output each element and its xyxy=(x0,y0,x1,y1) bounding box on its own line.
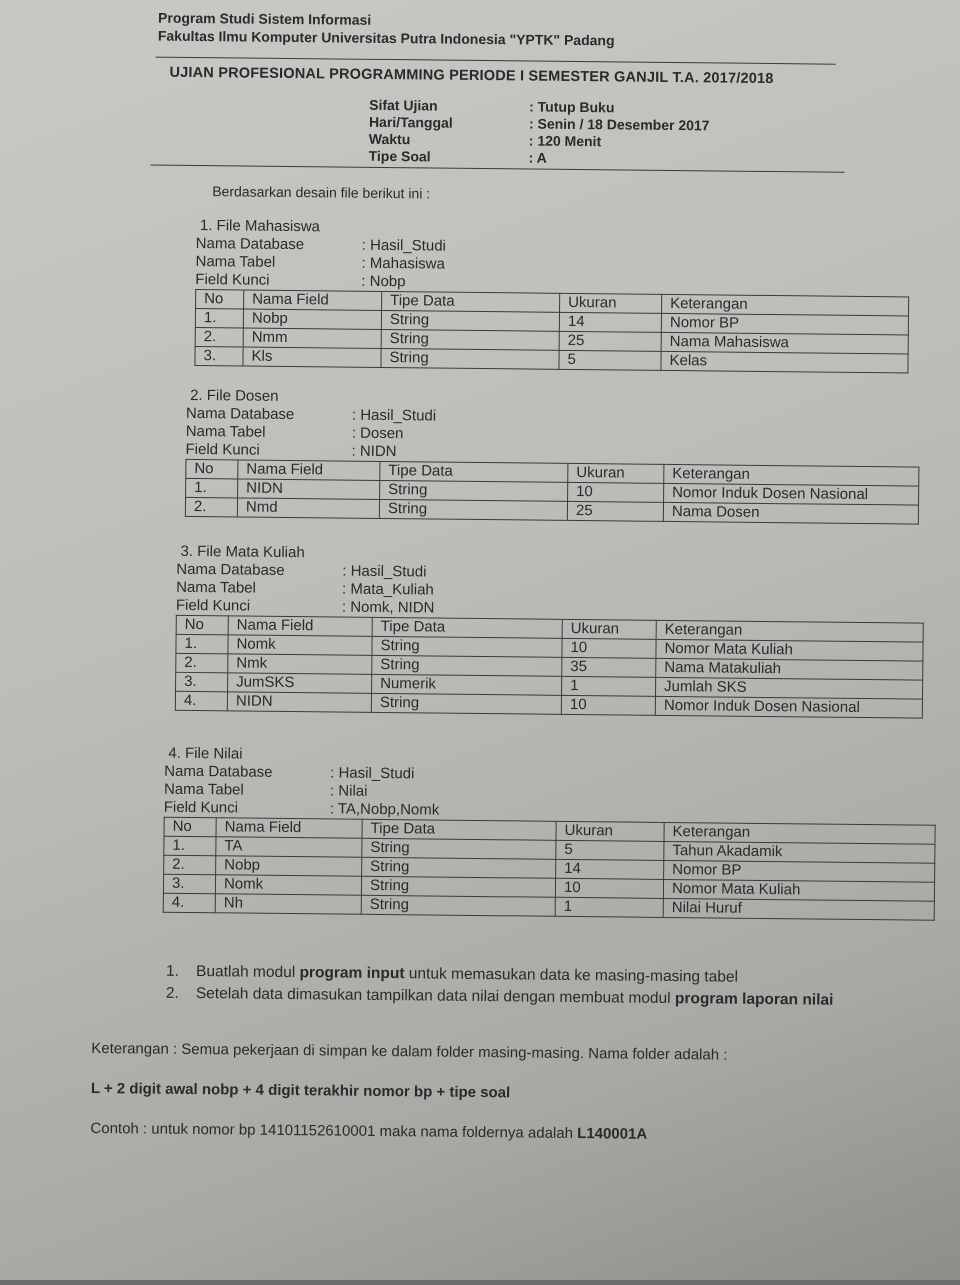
table-row: 3. Kls String 5 Kelas xyxy=(195,347,908,373)
info-row: Waktu : 120 Menit xyxy=(368,130,602,150)
intro-text: Berdasarkan desain file berikut ini : xyxy=(212,183,431,202)
section-heading: 3. File Mata Kuliah xyxy=(180,542,305,562)
note-contoh: Contoh : untuk nomor bp 14101152610001 maka nama foldernya adalah L140001A xyxy=(90,1119,648,1143)
section-nilai: 4. File Nilai Nama Database : Hasil_Studi Nama Tabel : Nilai Field Kunci : TA,Nobp,Nomk No Nama Field Tipe Data Ukuran Keterangan 1. TA String 5 Tahun Akadamik 2. Nobp String 14 Nomor BP 3. Nomk String 10 Nomor Mata Kuliah 4. Nh String 1 Nilai Huruf xyxy=(163,745,937,921)
table-header-row: No Nama Field Tipe Data Ukuran Keterangan xyxy=(196,290,909,316)
table-row: 4. Nh String 1 Nilai Huruf xyxy=(163,893,934,920)
table-row: 2. Nmd String 25 Nama Dosen xyxy=(185,497,918,524)
table-row: 3. Nomk String 10 Nomor Mata Kuliah xyxy=(163,874,934,901)
study-program: Program Studi Sistem Informasi xyxy=(157,9,372,28)
table-row: 1. TA String 5 Tahun Akadamik xyxy=(164,836,935,863)
table-row: 1. Nobp String 14 Nomor BP xyxy=(195,309,908,335)
field-table xyxy=(194,289,909,373)
section-heading: 4. File Nilai xyxy=(168,744,243,763)
section-dosen: 2. File Dosen Nama Database : Hasil_Studi Nama Tabel : Dosen Field Kunci : NIDN No Nama Field Tipe Data Ukuran Keterangan 1. NIDN String 10 Nomor Induk Dosen Nasional 2. Nmd String 25 Nama Dosen xyxy=(185,387,920,525)
table-header-row: No Nama Field Tipe Data Ukuran Keterangan xyxy=(164,817,935,844)
table-row: 2. Nmk String 35 Nama Matakuliah xyxy=(176,653,923,680)
section-heading: 1. File Mahasiswa xyxy=(199,217,321,236)
field-table xyxy=(185,459,920,525)
section-mata-kuliah: 3. File Mata Kuliah Nama Database : Hasil_Studi Nama Tabel : Mata_Kuliah Field Kunci : Nomk, NIDN No Nama Field Tipe Data Ukuran Keterangan 1. Nomk String 10 Nomor Mata Kuliah 2. Nmk String 35 Nama Matakuliah 3. JumSKS Numerik 1 Jumlah SKS 4. NIDN String 10 Nomor Induk Dosen Nasional xyxy=(175,543,925,719)
table-row: 3. JumSKS Numerik 1 Jumlah SKS xyxy=(176,672,923,699)
table-header-row: No Nama Field Tipe Data Ukuran Keterangan xyxy=(176,615,923,642)
info-row: Tipe Soal : A xyxy=(368,147,547,166)
info-row: Sifat Ujian : Tutup Buku xyxy=(369,96,615,116)
table-row: 1. Nomk String 10 Nomor Mata Kuliah xyxy=(176,634,923,661)
table-row: 1. NIDN String 10 Nomor Induk Dosen Nasional xyxy=(186,478,919,505)
folder-name-formula: L + 2 digit awal nobp + 4 digit terakhir nomor bp + tipe soal xyxy=(90,1079,511,1102)
table-row: 2. Nobp String 14 Nomor BP xyxy=(164,855,935,882)
task-item: 1. Buatlah modul program input untuk memasukan data ke masing-masing tabel xyxy=(166,962,739,986)
info-row: Hari/Tanggal : Senin / 18 Desember 2017 xyxy=(368,113,710,134)
task-item: 2. Setelah data dimasukan tampilkan data nilai dengan membuat modul program laporan nilai xyxy=(165,984,834,1009)
top-divider xyxy=(156,57,836,65)
section-heading: 2. File Dosen xyxy=(190,386,279,405)
faculty-name: Fakultas Ilmu Komputer Universitas Putra Indonesia "YPTK" Padang xyxy=(157,27,615,49)
field-table xyxy=(163,817,936,921)
field-table xyxy=(175,615,924,719)
table-row: 2. Nmm String 25 Nama Mahasiswa xyxy=(195,328,908,354)
table-row: 4. NIDN String 10 Nomor Induk Dosen Nasional xyxy=(175,691,922,718)
section-mahasiswa: 1. File Mahasiswa Nama Database : Hasil_Studi Nama Tabel : Mahasiswa Field Kunci : Nobp No Nama Field Tipe Data Ukuran Keterangan 1. Nobp String 14 Nomor BP 2. Nmm String 25 Nama Mahasiswa 3. Kls String 5 Kelas xyxy=(194,217,910,373)
note-keterangan: Keterangan : Semua pekerjaan di simpan ke dalam folder masing-masing. Nama folder adalah : xyxy=(91,1039,728,1064)
institution-header xyxy=(158,9,615,50)
exam-title: UJIAN PROFESIONAL PROGRAMMING PERIODE I SEMESTER GANJIL T.A. 2017/2018 xyxy=(169,64,774,88)
task-list xyxy=(166,961,866,1012)
table-header-row: No Nama Field Tipe Data Ukuran Keterangan xyxy=(186,459,919,486)
exam-info xyxy=(369,97,710,169)
